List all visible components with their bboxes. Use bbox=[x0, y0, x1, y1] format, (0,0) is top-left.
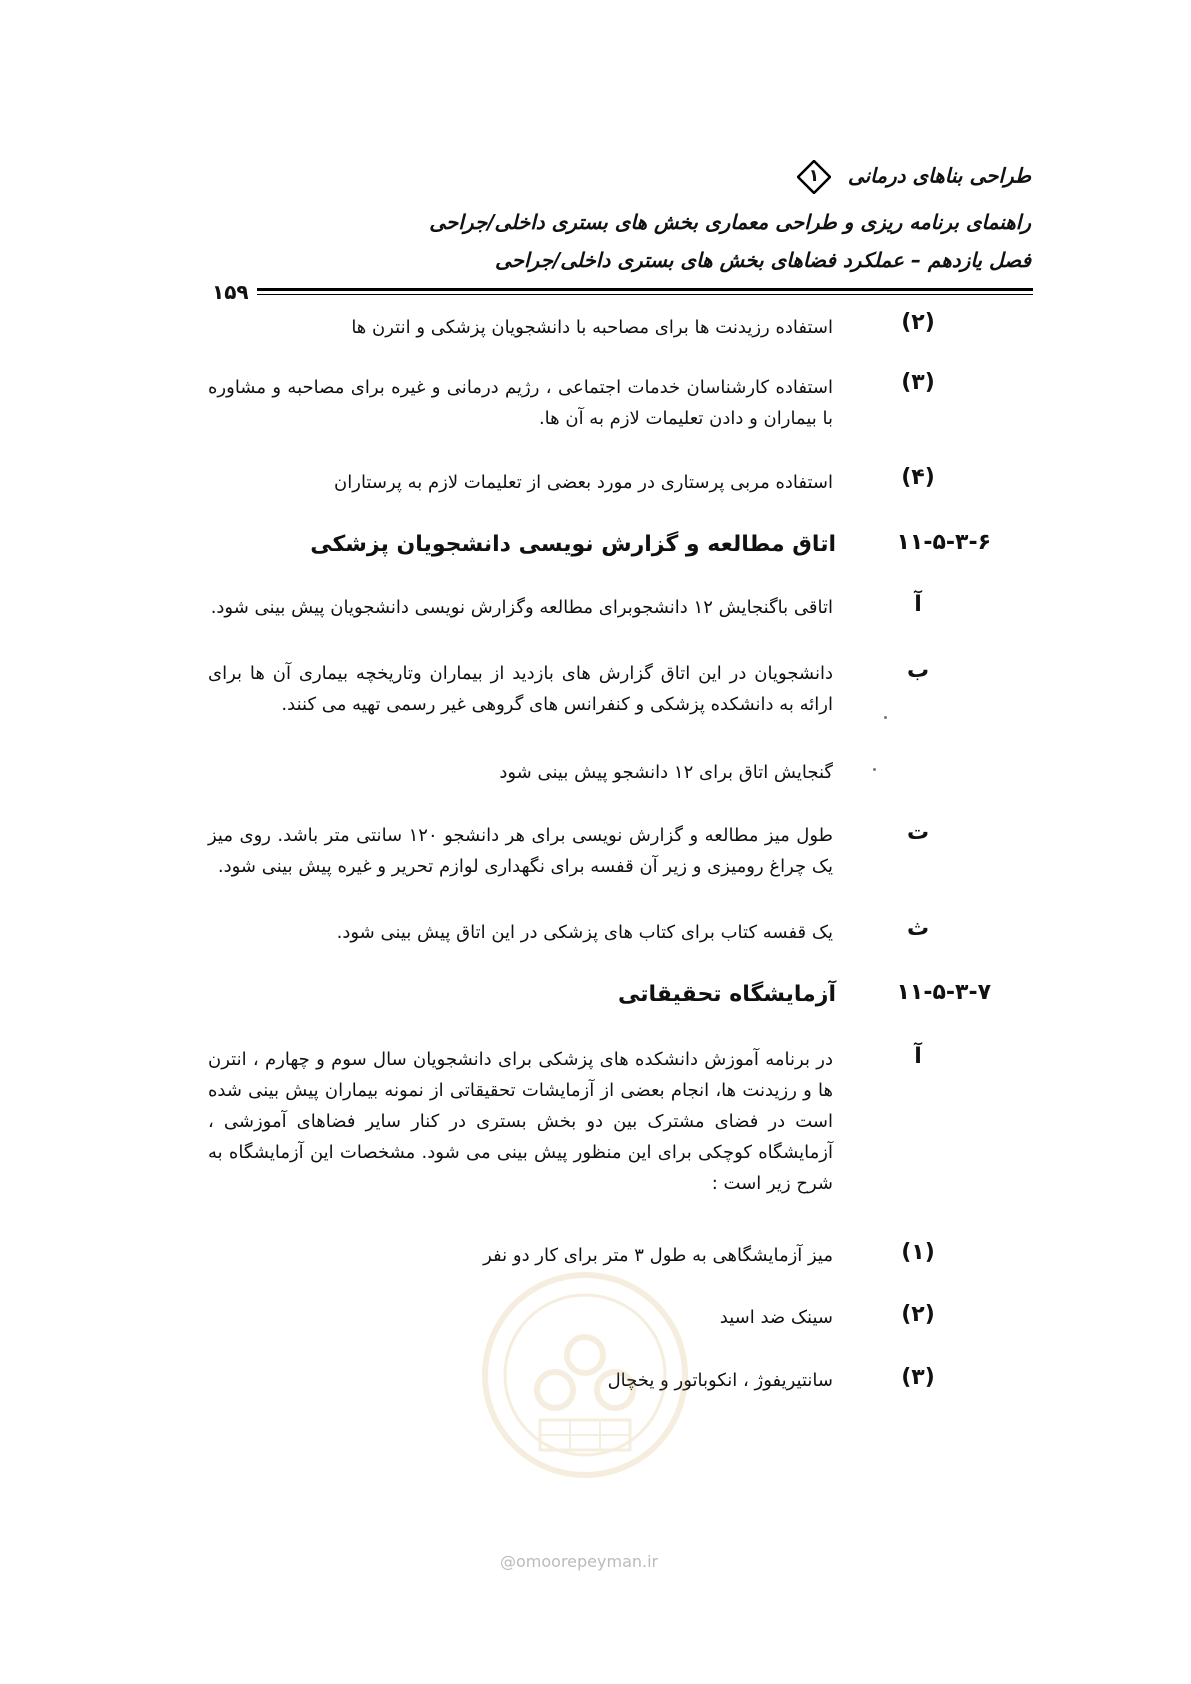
section-number: ۱۱-۵-۳-۷ bbox=[896, 980, 991, 1005]
list-marker: آ bbox=[914, 1044, 922, 1069]
volume-number: ۱ bbox=[808, 166, 820, 186]
list-marker: (۳) bbox=[901, 370, 935, 395]
header-chapter: فصل یازدهم – عملکرد فضاهای بخش های بستری داخلی/جراحی bbox=[494, 248, 1031, 272]
list-marker: (۱) bbox=[901, 1240, 935, 1265]
watermark-logo-icon bbox=[480, 1270, 690, 1480]
list-marker: آ bbox=[914, 592, 922, 617]
header-rule-thin bbox=[257, 294, 1033, 295]
list-marker: ت bbox=[906, 820, 930, 845]
scan-speck bbox=[873, 768, 876, 771]
section-title: اتاق مطالعه و گزارش نویسی دانشجویان پزشکی bbox=[310, 532, 836, 557]
book-title: طراحی بناهای درمانی bbox=[847, 163, 1031, 188]
list-item-text: سینک ضد اسید bbox=[719, 1307, 833, 1328]
list-item-text: سانتیریفوژ ، انکوباتور و یخچال bbox=[607, 1370, 833, 1391]
list-marker: ث bbox=[906, 916, 930, 941]
header-rule bbox=[257, 288, 1033, 291]
list-item-text: دانشجویان در این اتاق گزارش های بازدید از بیماران وتاریخچه بیماری آن ها برای ارائه به دانشکده پزشکی و کنفرانس های گروهی غیر رسمی تهیه می کنند. bbox=[208, 663, 833, 715]
header-subtitle: راهنمای برنامه ریزی و طراحی معماری بخش های بستری داخلی/جراحی bbox=[429, 210, 1031, 234]
page-number: ۱۵۹ bbox=[212, 280, 249, 304]
volume-badge bbox=[797, 160, 831, 194]
list-marker: ب bbox=[906, 658, 930, 683]
list-item-text: طول میز مطالعه و گزارش نویسی برای هر دانشجو ۱۲۰ سانتی متر باشد. روی میز یک چراغ رومیزی و زیر آن قفسه برای نگهداری لوازم تحریر و غیره پیش بینی شود. bbox=[208, 825, 833, 877]
watermark-url bbox=[500, 1552, 658, 1571]
list-item-text: استفاده رزیدنت ها برای مصاحبه با دانشجویان پزشکی و انترن ها bbox=[351, 317, 833, 338]
list-item-text: یک قفسه کتاب برای کتاب های پزشکی در این اتاق پیش بینی شود. bbox=[336, 922, 833, 943]
at-icon: @ bbox=[500, 1552, 516, 1571]
scan-speck bbox=[884, 716, 887, 719]
list-item-text: میز آزمایشگاهی به طول ۳ متر برای کار دو نفر bbox=[483, 1245, 833, 1266]
section-title: آزمایشگاه تحقیقاتی bbox=[618, 982, 836, 1007]
watermark-site: omoorepeyman.ir bbox=[516, 1552, 659, 1571]
list-item-text: استفاده مربی پرستاری در مورد بعضی از تعلیمات لازم به پرستاران bbox=[334, 472, 833, 493]
list-marker: (۲) bbox=[901, 310, 935, 335]
list-marker: (۲) bbox=[901, 1302, 935, 1327]
list-marker: (۴) bbox=[901, 465, 935, 490]
section-number: ۱۱-۵-۳-۶ bbox=[896, 530, 991, 555]
list-item-text: گنجایش اتاق برای ۱۲ دانشجو پیش بینی شود bbox=[499, 762, 833, 783]
header-title bbox=[797, 160, 1031, 194]
list-item-text: اتاقی باگنجایش ۱۲ دانشجوبرای مطالعه وگزارش نویسی دانشجویان پیش بینی شود. bbox=[210, 597, 833, 618]
list-item-text: در برنامه آموزش دانشکده های پزشکی برای دانشجویان سال سوم و چهارم ، انترن ها و رزیدنت ها، انجام بعضی از آزمایشات تحقیقاتی از نمونه بیماران پیش بینی شده است در فضای مشترک بین دو بخش بستری در کنار سایر فضاهای آموزشی ، آزمایشگاه کوچکی برای این منظور پیش بینی می شود. مشخصات این آزمایشگاه به شرح زیر است : bbox=[208, 1049, 833, 1194]
list-marker: (۳) bbox=[901, 1365, 935, 1390]
list-item-text: استفاده کارشناسان خدمات اجتماعی ، رژیم درمانی و غیره برای مصاحبه و مشاوره با بیماران و دادن تعلیمات لازم به آن ها. bbox=[208, 377, 833, 429]
